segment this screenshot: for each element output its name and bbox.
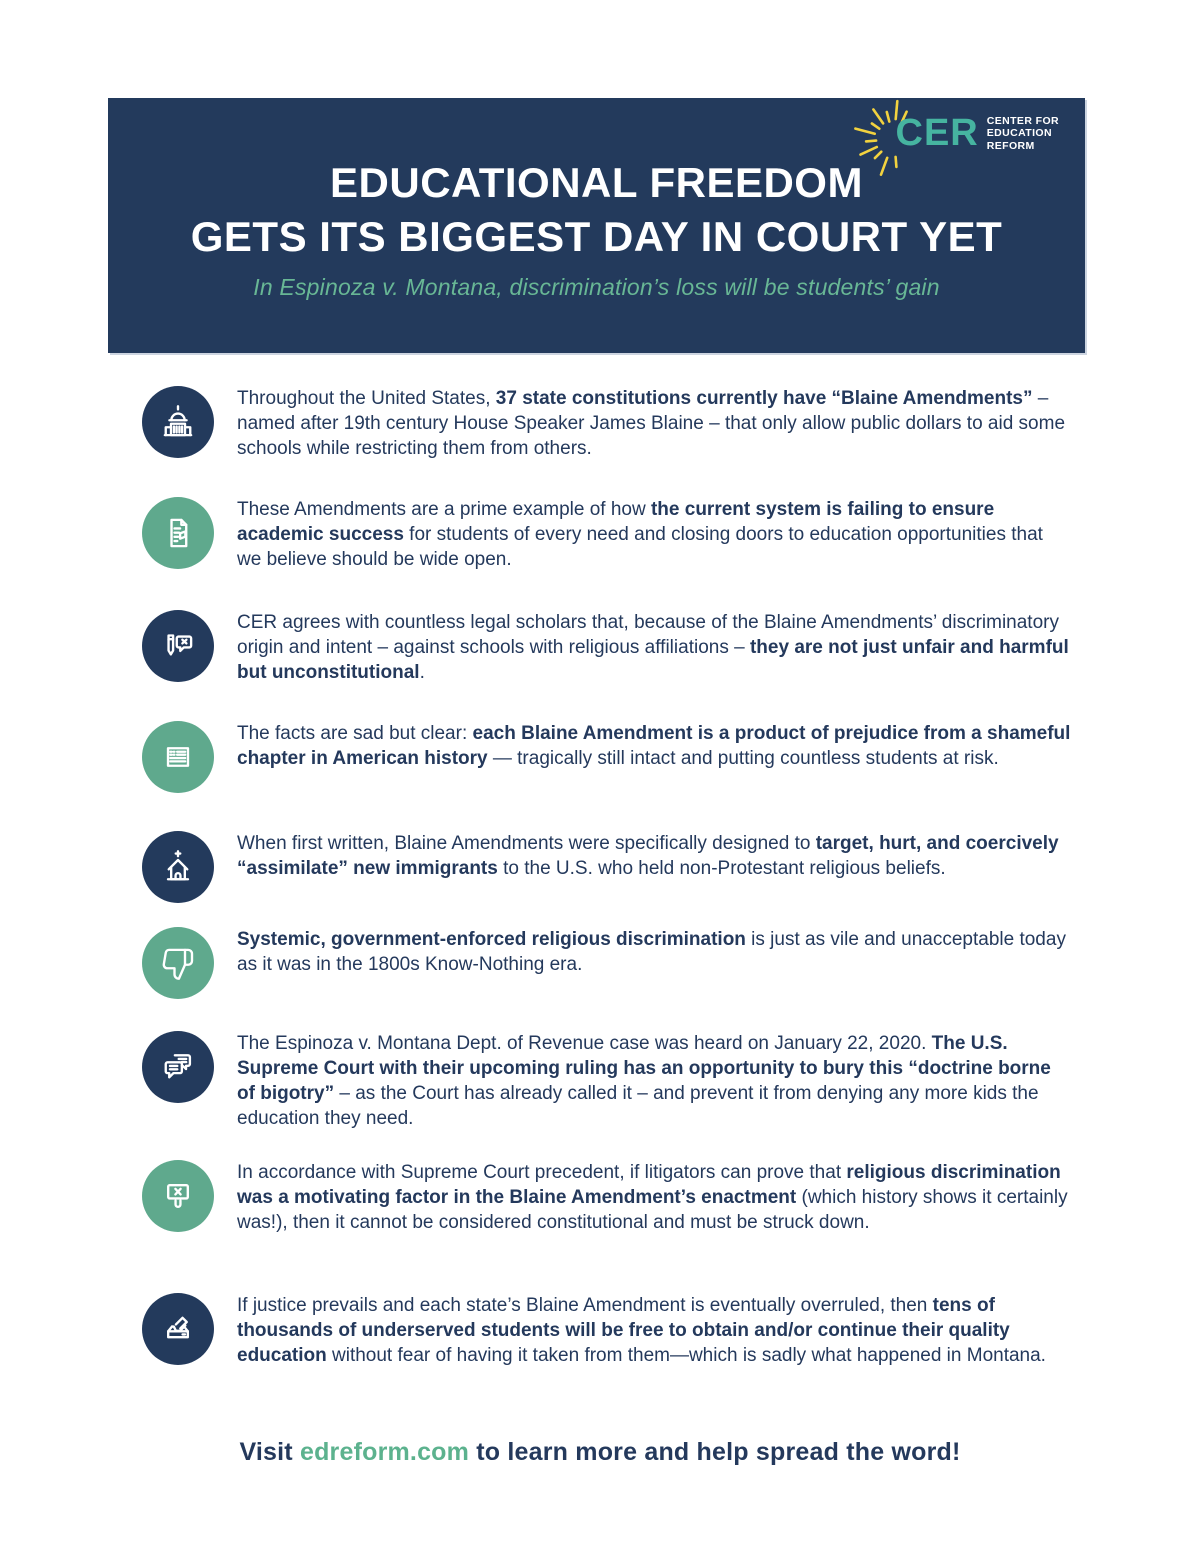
- flag-icon: [142, 721, 214, 793]
- text-segment: to the U.S. who held non-Protestant religious beliefs.: [497, 858, 946, 879]
- bullet-row: [142, 1293, 1071, 1368]
- bullet-row: [142, 831, 1071, 903]
- bullet-row: [142, 386, 1071, 461]
- pencil-speech-bubble-icon: [142, 610, 214, 682]
- bullet-row: [142, 610, 1071, 685]
- logo-acronym: CER: [895, 112, 979, 154]
- text-segment: target, hurt, and coercively “assimilate” new immigrants: [237, 833, 1059, 879]
- bullet-text: [237, 831, 1071, 881]
- text-segment: — tragically still intact and putting countless students at risk.: [487, 748, 999, 769]
- text-segment: In accordance with Supreme Court precedent, if litigators can prove that: [237, 1162, 847, 1183]
- footer-cta: [0, 1438, 1200, 1467]
- text-segment: – named after 19th century House Speaker James Blaine – that only allow public dollars to aid some schools while restricting them from others.: [237, 388, 1066, 459]
- capitol-icon: [142, 386, 214, 458]
- footer-text: Visit: [239, 1438, 300, 1466]
- page-subtitle: In Espinoza v. Montana, discrimination’s loss will be students’ gain: [253, 274, 940, 300]
- cer-logo: [866, 112, 1059, 155]
- text-segment: The U.S. Supreme Court with their upcoming ruling has an opportunity to bury this “doctrine borne of bigotry”: [237, 1033, 1051, 1104]
- text-segment: is just as vile and unacceptable today as it was in the 1800s Know-Nothing era.: [237, 929, 1066, 975]
- logo-name-line1: CENTER FOR: [986, 114, 1059, 127]
- text-segment: .: [419, 662, 425, 683]
- text-segment: If justice prevails and each state’s Blaine Amendment is eventually overruled, then: [237, 1295, 933, 1316]
- text-segment: – as the Court has already called it – and prevent it from denying any more kids the education they need.: [237, 1083, 1039, 1129]
- text-segment: without fear of having it taken from them—which is sadly what happened in Montana.: [326, 1345, 1046, 1366]
- edreform-link[interactable]: edreform.com: [299, 1438, 470, 1466]
- footer-text: to learn more and help spread the word!: [469, 1438, 961, 1466]
- text-segment: tens of thousands of underserved students will be free to obtain and/or continue their quality education: [237, 1295, 1010, 1366]
- text-segment: they are not just unfair and harmful but unconstitutional: [237, 637, 1069, 683]
- text-segment: The Espinoza v. Montana Dept. of Revenue case was heard on January 22, 2020.: [237, 1033, 932, 1054]
- thumbs-down-icon: [142, 927, 214, 999]
- text-segment: CER agrees with countless legal scholars that, because of the Blaine Amendments’ discriminatory origin and intent – against schools with religious affiliations –: [237, 612, 1059, 658]
- bullet-text: [237, 1160, 1071, 1235]
- header-banner: [108, 98, 1085, 353]
- bullet-text: [237, 1031, 1071, 1131]
- protest-sign-icon: [142, 1160, 214, 1232]
- text-segment: 37 state constitutions currently have “Blaine Amendments”: [495, 388, 1033, 409]
- bullet-row: [142, 721, 1071, 793]
- text-segment: These Amendments are a prime example of how: [237, 499, 651, 520]
- text-segment: each Blaine Amendment is a product of prejudice from a shameful chapter in American history: [237, 723, 1071, 769]
- report-document-icon: [142, 497, 214, 569]
- bullet-text: [237, 610, 1071, 685]
- text-segment: for students of every need and closing doors to education opportunities that we believe should be wide open.: [237, 524, 1043, 570]
- page-title-line1: EDUCATIONAL FREEDOM: [330, 159, 863, 206]
- bullet-row: [142, 497, 1071, 572]
- text-segment: The facts are sad but clear:: [237, 723, 473, 744]
- text-segment: religious discrimination was a motivating factor in the Blaine Amendment’s enactment: [237, 1162, 1061, 1208]
- chat-bubbles-icon: [142, 1031, 214, 1103]
- bullet-row: [142, 1160, 1071, 1235]
- ballot-box-icon: [142, 1293, 214, 1365]
- bullet-text: [237, 386, 1071, 461]
- text-segment: (which history shows it certainly was!), then it cannot be considered constitutional and must be struck down.: [237, 1187, 1068, 1233]
- bullet-text: [237, 927, 1071, 977]
- logo-name-line2: EDUCATION: [986, 127, 1052, 140]
- church-icon: [142, 831, 214, 903]
- bullet-text: [237, 721, 1071, 771]
- logo-name: [987, 115, 1059, 153]
- bullet-row: [142, 1031, 1071, 1131]
- bullet-row: [142, 927, 1071, 999]
- text-segment: the current system is failing to ensure academic success: [237, 499, 995, 545]
- text-segment: Systemic, government-enforced religious discrimination: [237, 929, 746, 950]
- text-segment: When first written, Blaine Amendments were specifically designed to: [237, 833, 816, 854]
- bullet-text: [237, 497, 1071, 572]
- bullet-text: [237, 1293, 1071, 1368]
- logo-name-line3: REFORM: [986, 139, 1035, 152]
- page-title-line2: GETS ITS BIGGEST DAY IN COURT YET: [190, 213, 1003, 260]
- text-segment: Throughout the United States,: [237, 388, 496, 409]
